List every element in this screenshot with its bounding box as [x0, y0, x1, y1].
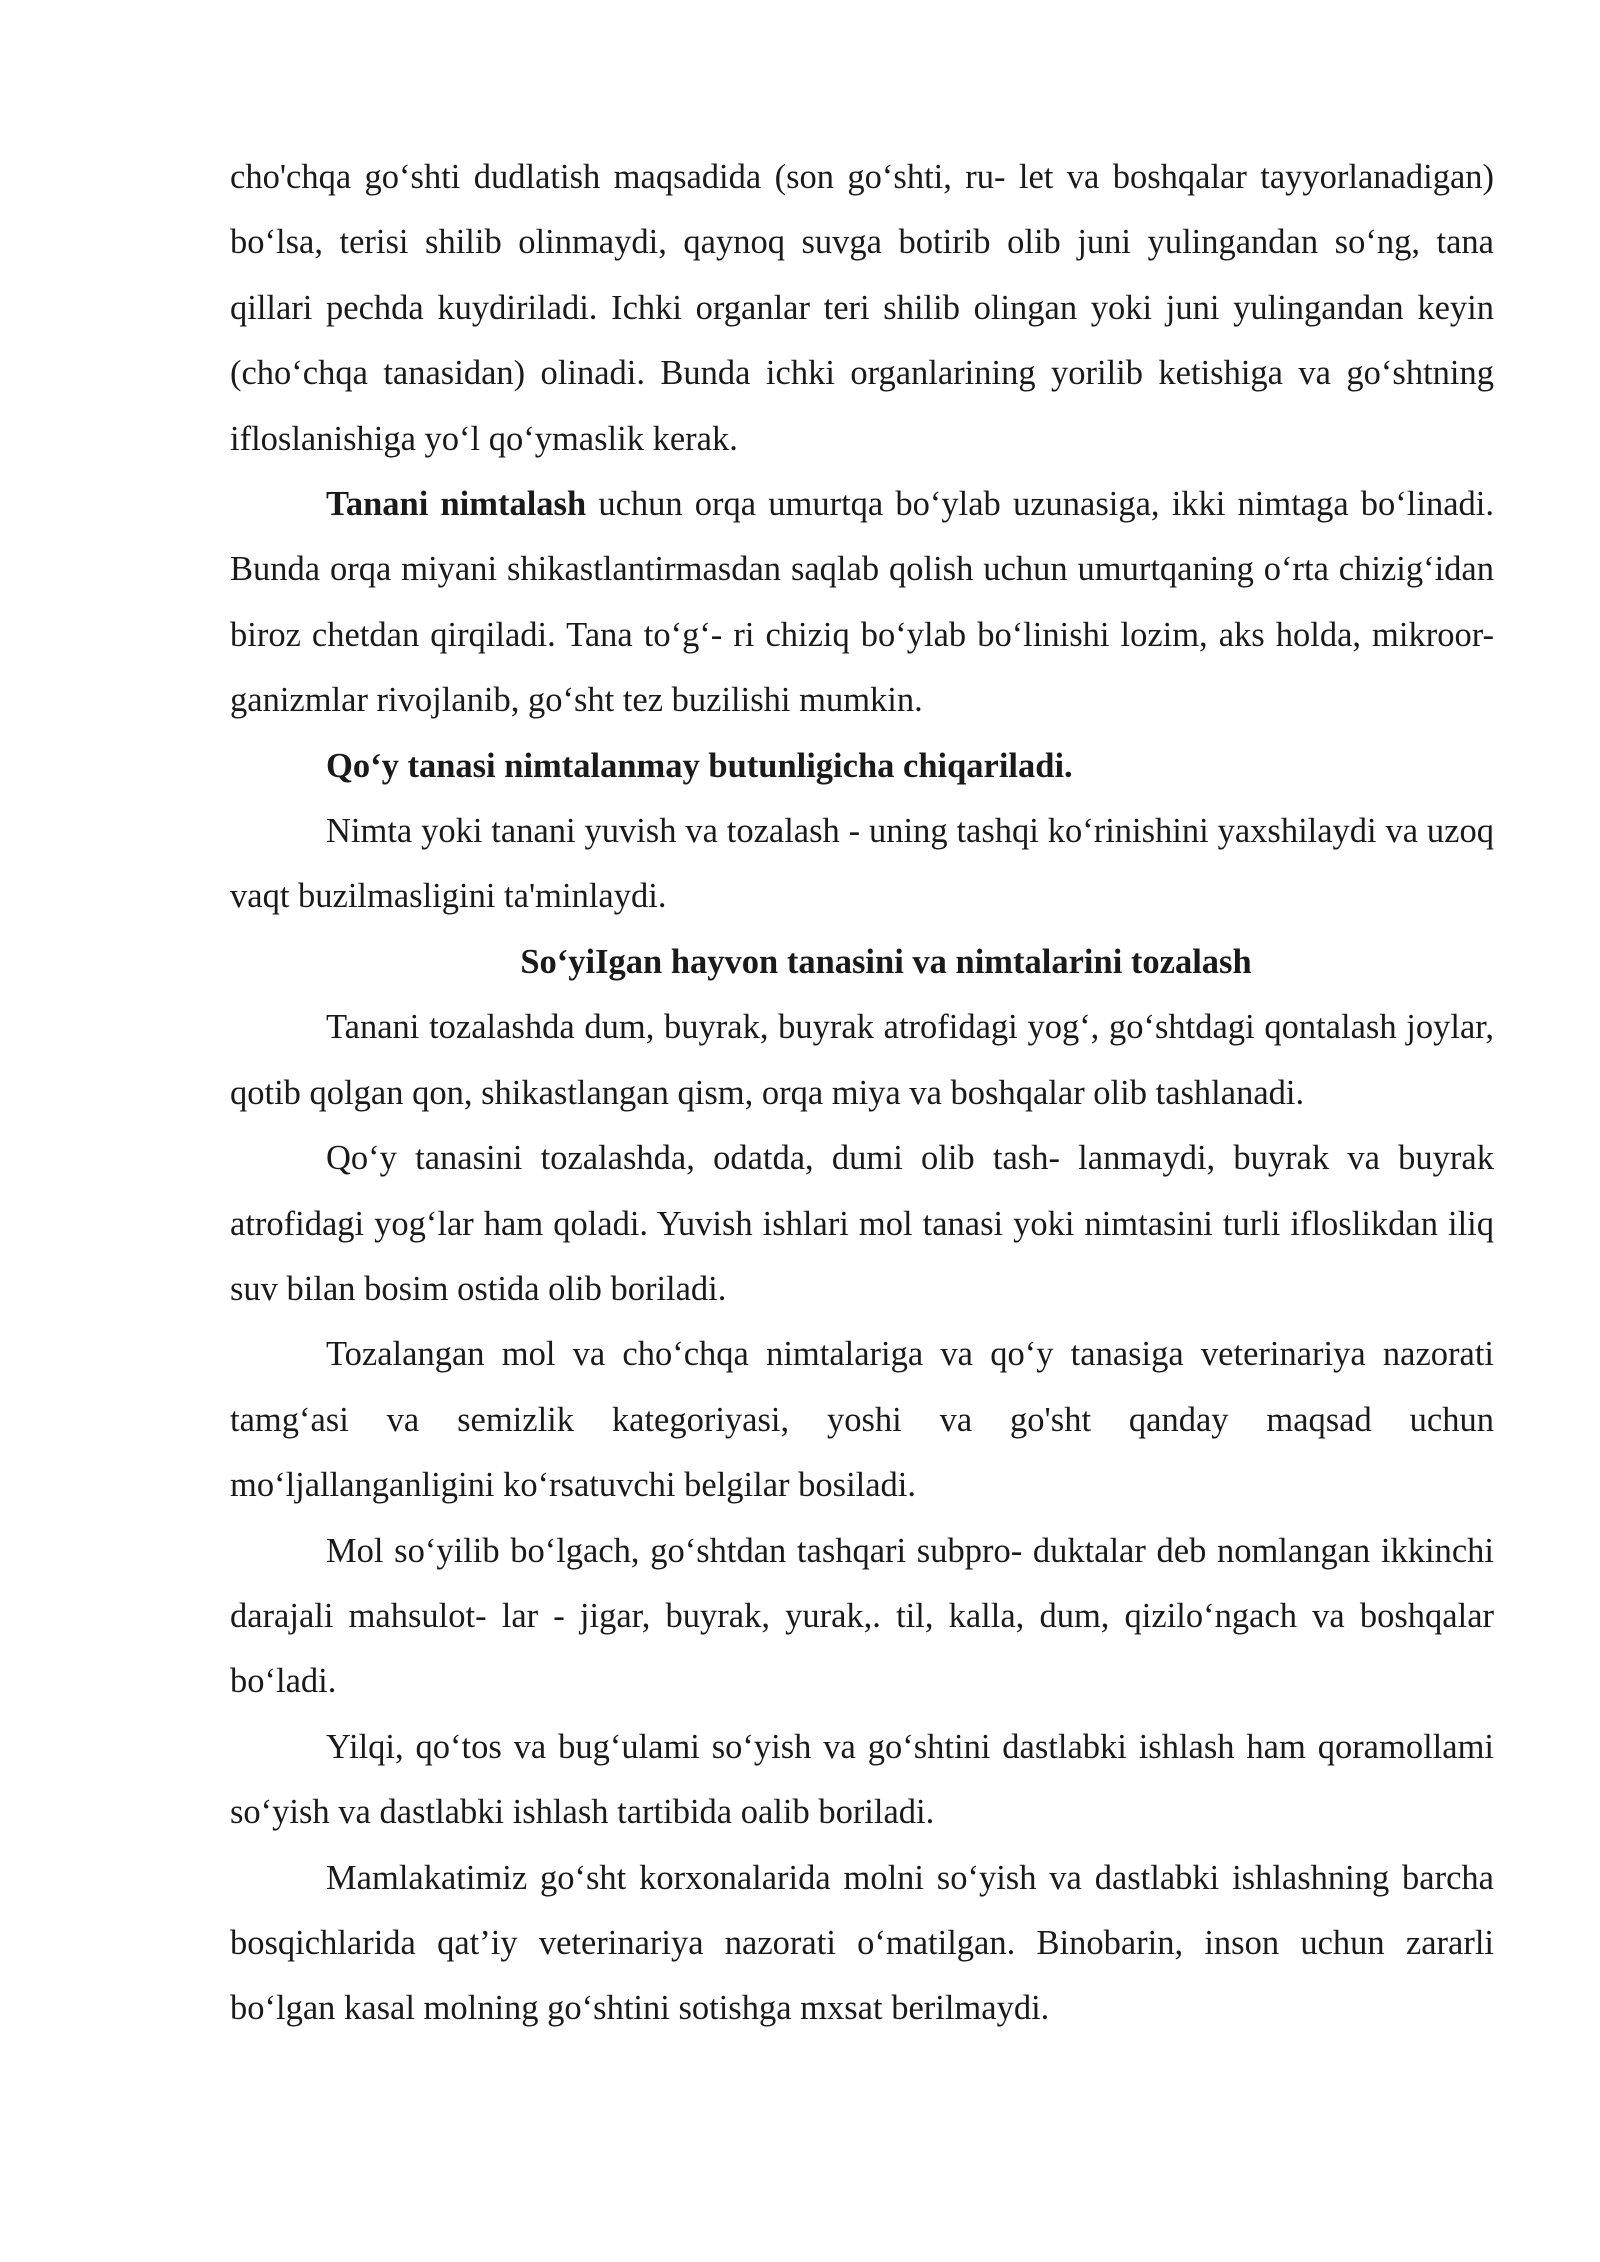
- term-tanani-nimtalash: Tanani nimtalash: [326, 485, 587, 524]
- paragraph-nazorat: Mamlakatimiz go‘sht korxonalarida molni so‘yish va dastlabki ishlashning barcha bosqichlarida qat’iy veterinariya nazorati o‘matilgan. Binobarin, inson uchun zararli bo‘lgan kasal molning go‘shtini sotishga mxsat berilmaydi.: [230, 1858, 1494, 2028]
- document-body: [230, 145, 1494, 2042]
- paragraph-yilqi: Yilqi, qo‘tos va bug‘ulami so‘yish va go‘shtini dastlabki ishlash ham qoramollami so‘yish va dastlabki ishlash tartibida oalib boriladi.: [230, 1727, 1494, 1832]
- paragraph-subproduktalar: Mol so‘yilib bo‘lgach, go‘shtdan tashqari subpro- duktalar deb nomlangan ikkinchi darajali mahsulot- lar - jigar, buyrak, yurak,. til, kalla, dum, qizilo‘ngach va boshqalar bo‘ladi.: [230, 1531, 1494, 1701]
- paragraph-nimtalash-text: uchun orqa umurtqa bo‘ylab uzunasiga, ikki nimtaga bo‘linadi. Bunda orqa miyani shikastlantirmasdan saqlab qolish uchun umurtqaning o‘rta chizig‘idan biroz chetdan qirqiladi. Tana to‘g‘- ri chiziq bo‘ylab bo‘linishi lozim, aks holda, mikroor- ganizmlar rivojlanib, go‘sht tez buzilishi mumkin.: [230, 485, 1494, 720]
- bold-statement-qoy-tanasi: Qo‘y tanasi nimtalanmay butunligicha chiqariladi.: [326, 746, 1073, 785]
- paragraph-nimtalash: [230, 472, 1494, 734]
- paragraph-yuvish: Nimta yoki tanani yuvish va tozalash - uning tashqi ko‘rinishini yaxshilaydi va uzoq vaqt buzilmasligini ta'minlaydi.: [230, 812, 1494, 916]
- paragraph-qoy-tozalash: Qo‘y tanasini tozalashda, odatda, dumi olib tash- lanmaydi, buyrak va buyrak atrofidagi yog‘lar ham qoladi. Yuvish ishlari mol tanasi yoki nimtasini turli ifloslikdan iliq suv bilan bosim ostida olib boriladi.: [230, 1139, 1494, 1308]
- section-heading: So‘yiIgan hayvon tanasini va nimtalarini tozalash: [520, 942, 1252, 981]
- paragraph-tozalash: Tanani tozalashda dum, buyrak, buyrak atrofidagi yog‘, go‘shtdagi qontalash joylar, qotib qolgan qon, shikastlangan qism, orqa miya va boshqalar olib tashlanadi.: [230, 1008, 1494, 1112]
- paragraph-continuation: cho'chqa go‘shti dudlatish maqsadida (son go‘shti, ru- let va boshqalar tayyorlanadigan) bo‘lsa, terisi shilib olinmaydi, qaynoq suvga botirib olib juni yulingandan so‘ng, tana qillari pechda kuydiriladi. Ichki organlar teri shilib olingan yoki juni yulingandan keyin (cho‘chqa tanasidan) olinadi. Bunda ichki organlarining yorilib ketishiga va go‘shtning ifloslanishiga yo‘l qo‘ymaslik kerak.: [230, 158, 1494, 458]
- paragraph-tamga: Tozalangan mol va cho‘chqa nimtalariga va qo‘y tanasiga veterinariya nazorati tamg‘asi va semizlik kategoriyasi, yoshi va go'sht qanday maqsad uchun mo‘ljallanganligini ko‘rsatuvchi belgilar bosiladi.: [230, 1335, 1494, 1505]
